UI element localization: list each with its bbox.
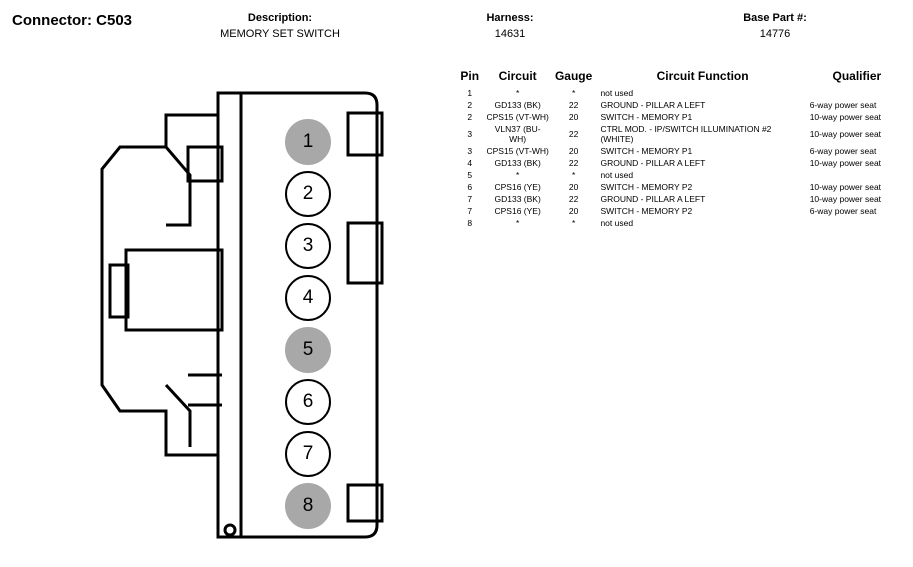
cell-circuit: CPS16 (YE) (494, 206, 541, 216)
cell-pin: 8 (467, 218, 473, 228)
cell-circuit: CPS16 (YE) (494, 182, 541, 192)
harness-block (455, 10, 565, 42)
cell-pin: 6 (467, 182, 473, 192)
cell-circuit: CPS15 (VT-WH) (486, 112, 549, 122)
cell-function: GROUND - PILLAR A LEFT (600, 158, 706, 168)
cell-qualifier: 10-way power seat (809, 112, 882, 122)
cell-gauge: 22 (568, 129, 579, 139)
pin-circle-2[interactable]: 2 (285, 171, 331, 217)
pin-circle-5[interactable]: 5 (285, 327, 331, 373)
cell-gauge: 20 (568, 112, 579, 122)
column-header-gauge: Gauge (554, 69, 593, 83)
base-part-label: Base Part #: (743, 12, 807, 24)
cell-function: GROUND - PILLAR A LEFT (600, 194, 706, 204)
base-part-block (700, 10, 850, 42)
cell-qualifier (806, 169, 905, 181)
cell-gauge: 22 (568, 100, 579, 110)
table-row (455, 123, 905, 145)
description-value: MEMORY SET SWITCH (220, 28, 340, 40)
cell-pin: 3 (467, 146, 473, 156)
pin-circle-7[interactable]: 7 (285, 431, 331, 477)
cell-qualifier: 10-way power seat (809, 158, 882, 168)
cell-gauge: 20 (568, 206, 579, 216)
cell-circuit: * (515, 218, 520, 228)
cell-function: not used (600, 170, 634, 180)
column-header-circuit: Circuit (498, 69, 537, 83)
table-row (455, 169, 905, 181)
pin-circle-4[interactable]: 4 (285, 275, 331, 321)
cell-function: not used (600, 88, 634, 98)
harness-value: 14631 (494, 28, 526, 40)
pin-circle-3[interactable]: 3 (285, 223, 331, 269)
cell-qualifier: 6-way power seat (809, 146, 877, 156)
connector-outline-svg (80, 75, 410, 560)
table-row (455, 157, 905, 169)
column-header-pin: Pin (460, 69, 480, 83)
cell-function: GROUND - PILLAR A LEFT (600, 100, 706, 110)
base-part-value: 14776 (759, 28, 791, 40)
cell-qualifier (806, 87, 905, 99)
table-row (455, 193, 905, 205)
cell-function: not used (600, 218, 634, 228)
cell-qualifier: 6-way power seat (809, 100, 877, 110)
cell-pin: 3 (467, 129, 473, 139)
cell-pin: 7 (467, 194, 473, 204)
cell-circuit: GD133 (BK) (494, 158, 541, 168)
table-header-row (455, 68, 905, 87)
column-header-qualifier: Qualifier (832, 69, 882, 83)
cell-circuit: GD133 (BK) (494, 194, 541, 204)
pin-table (455, 68, 905, 229)
cell-pin: 4 (467, 158, 473, 168)
cell-pin: 2 (467, 100, 473, 110)
cell-circuit: CPS15 (VT-WH) (486, 146, 549, 156)
cell-gauge: 22 (568, 194, 579, 204)
harness-label: Harness: (486, 12, 534, 24)
cell-gauge: 20 (568, 182, 579, 192)
cell-qualifier: 6-way power seat (809, 206, 877, 216)
cell-qualifier: 10-way power seat (809, 129, 882, 139)
description-label: Description: (247, 12, 313, 24)
cell-gauge: * (571, 88, 576, 98)
pin-circle-1[interactable]: 1 (285, 119, 331, 165)
cell-gauge: 20 (568, 146, 579, 156)
cell-circuit: * (515, 88, 520, 98)
cell-gauge: * (571, 218, 576, 228)
table-row (455, 217, 905, 229)
description-block (185, 10, 375, 42)
table-row (455, 145, 905, 157)
cell-circuit: VLN37 (BU-WH) (494, 124, 541, 144)
connector-diagram (80, 75, 410, 560)
cell-gauge: * (571, 170, 576, 180)
cell-gauge: 22 (568, 158, 579, 168)
page-title: Connector: C503 (12, 12, 133, 29)
table-row (455, 111, 905, 123)
table-row (455, 205, 905, 217)
cell-function: SWITCH - MEMORY P2 (600, 182, 693, 192)
cell-pin: 2 (467, 112, 473, 122)
cell-function: SWITCH - MEMORY P1 (600, 146, 693, 156)
table-row (455, 99, 905, 111)
cell-qualifier (806, 217, 905, 229)
cell-pin: 7 (467, 206, 473, 216)
table-row (455, 181, 905, 193)
cell-circuit: GD133 (BK) (494, 100, 541, 110)
column-header-function: Circuit Function (656, 69, 749, 83)
cell-circuit: * (515, 170, 520, 180)
cell-qualifier: 10-way power seat (809, 194, 882, 204)
cell-function: SWITCH - MEMORY P2 (600, 206, 693, 216)
cell-function: SWITCH - MEMORY P1 (600, 112, 693, 122)
pin-circle-8[interactable]: 8 (285, 483, 331, 529)
cell-pin: 5 (467, 170, 473, 180)
table-row (455, 87, 905, 99)
pin-circle-6[interactable]: 6 (285, 379, 331, 425)
cell-pin: 1 (467, 88, 473, 98)
cell-function: CTRL MOD. - IP/SWITCH ILLUMINATION #2 (WHITE) (600, 124, 772, 144)
cell-qualifier: 10-way power seat (809, 182, 882, 192)
